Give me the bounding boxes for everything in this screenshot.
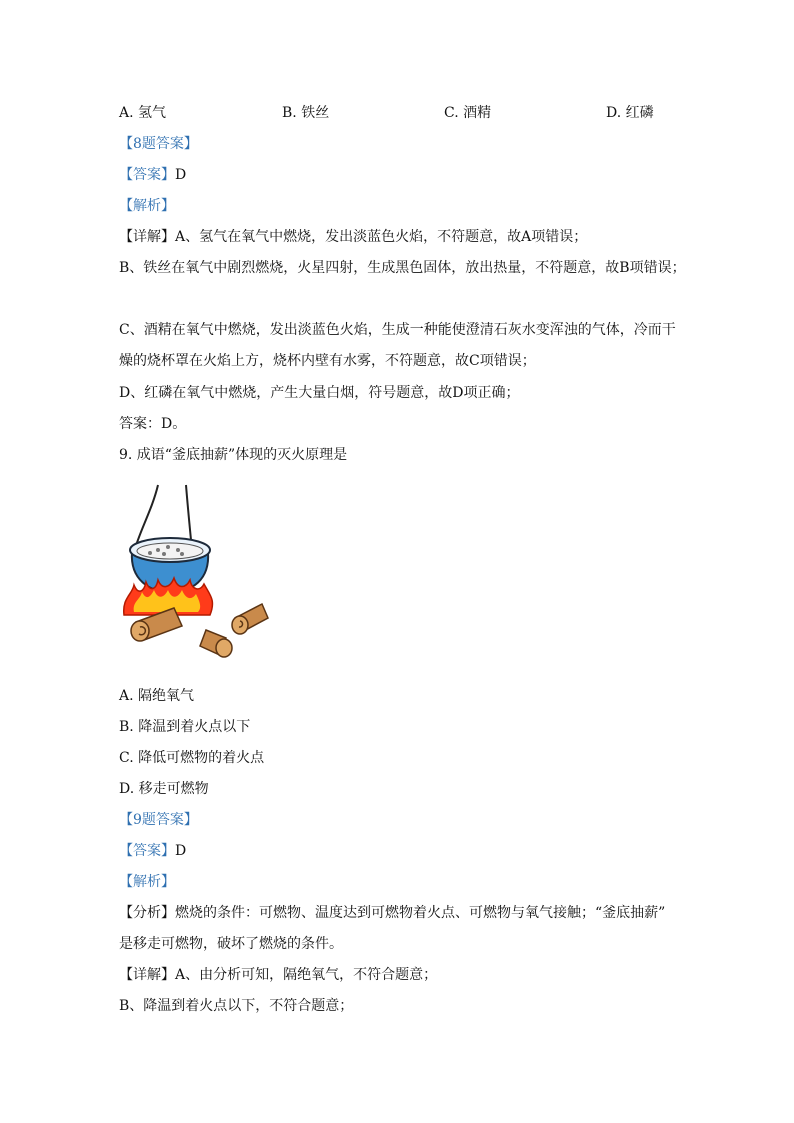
q9-answer-value: D xyxy=(175,843,187,859)
q8-answer-value: D xyxy=(175,167,187,183)
q9-detail-tag: 【详解】 xyxy=(119,967,175,983)
q9-detail-b: B、降温到着火点以下，不符合题意； xyxy=(119,998,354,1014)
q8-final-answer: 答案：D。 xyxy=(119,416,187,432)
q9-answer-heading: 【9题答案】 xyxy=(119,812,198,828)
q8-analysis-heading: 【解析】 xyxy=(119,198,175,214)
q8-detail-c1: C、酒精在氧气中燃烧，发出淡蓝色火焰，生成一种能使澄清石灰水变浑浊的气体，冷而干 xyxy=(119,322,676,338)
q9-detail-a: A、由分析可知，隔绝氧气，不符合题意； xyxy=(175,967,438,983)
q8-detail-a-line xyxy=(119,227,587,247)
q9-analysis-heading: 【解析】 xyxy=(119,874,175,890)
q9-answer-tag: 【答案】 xyxy=(119,843,175,859)
q9-option-d: D. 移走可燃物 xyxy=(119,781,209,797)
q9-question: 9. 成语“釜底抽薪”体现的灭火原理是 xyxy=(119,447,348,463)
q8-answer-tag: 【答案】 xyxy=(119,167,175,183)
pot-over-fire-icon xyxy=(120,480,275,665)
q8-detail-tag: 【详解】 xyxy=(119,229,175,245)
q9-answer-line xyxy=(119,841,186,861)
q9-analysis-line xyxy=(119,903,665,923)
q9-option-a: A. 隔绝氧气 xyxy=(119,688,195,704)
q8-detail-c2: 燥的烧杯罩在火焰上方，烧杯内壁有水雾，不符题意，故C项错误； xyxy=(119,353,536,369)
q8-answer-heading: 【8题答案】 xyxy=(119,136,198,152)
q9-analysis-tag: 【分析】 xyxy=(119,905,175,921)
q8-detail-b: B、铁丝在氧气中剧烈燃烧，火星四射，生成黑色固体，放出热量，不符题意，故B项错误； xyxy=(119,260,686,276)
q8-option-d: D. 红磷 xyxy=(606,105,654,121)
q8-answer-line xyxy=(119,165,186,185)
q8-option-b: B. 铁丝 xyxy=(282,105,330,121)
q8-detail-d: D、红磷在氧气中燃烧，产生大量白烟，符号题意，故D项正确； xyxy=(119,385,520,401)
q8-detail-a: A、氢气在氧气中燃烧，发出淡蓝色火焰，不符题意，故A项错误； xyxy=(175,229,588,245)
q9-option-b: B. 降温到着火点以下 xyxy=(119,719,251,735)
q8-option-a: A. 氢气 xyxy=(119,105,167,121)
q9-option-c: C. 降低可燃物的着火点 xyxy=(119,750,265,766)
q9-analysis-text1: 燃烧的条件：可燃物、温度达到可燃物着火点、可燃物与氧气接触；“釜底抽薪” xyxy=(175,905,666,921)
q9-analysis-text2: 是移走可燃物，破坏了燃烧的条件。 xyxy=(119,936,343,952)
q8-option-c: C. 酒精 xyxy=(444,105,492,121)
q9-detail-a-line xyxy=(119,965,437,985)
